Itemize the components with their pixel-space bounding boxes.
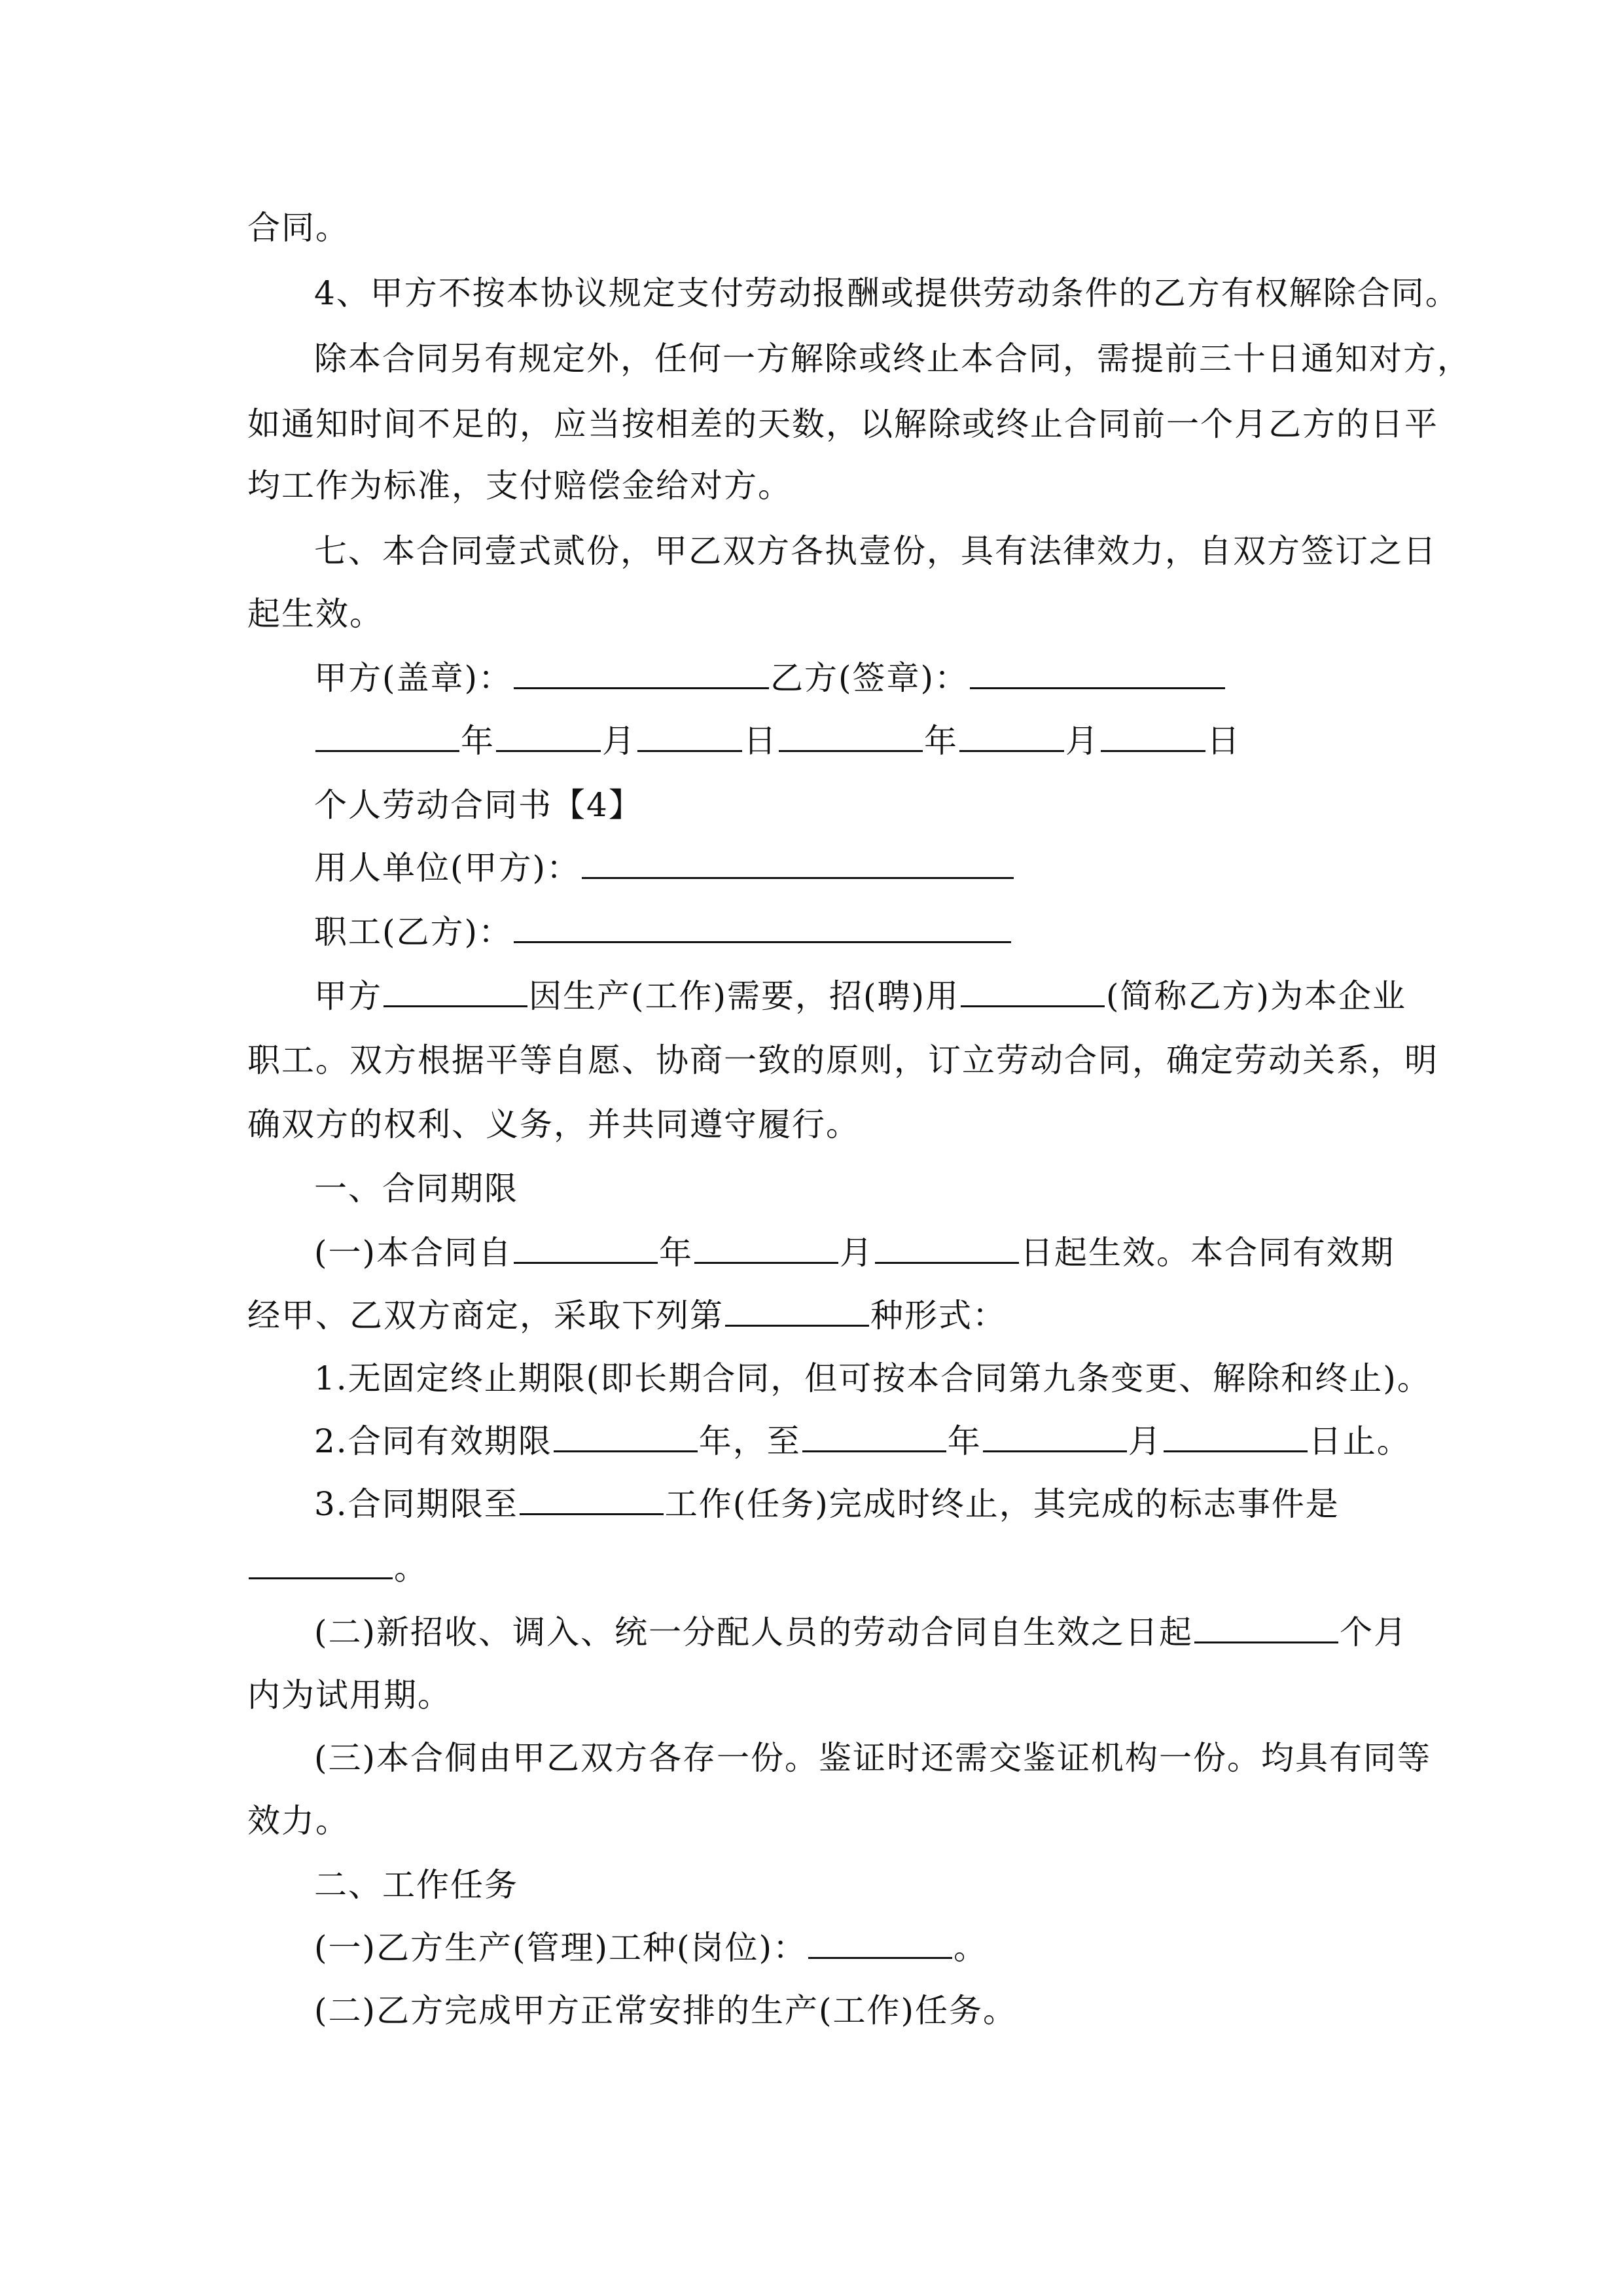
text: 日止。 <box>1308 1422 1411 1460</box>
party-b-year-field[interactable] <box>779 721 923 752</box>
job-type-field[interactable] <box>808 1928 952 1959</box>
probation-months-field[interactable] <box>1194 1613 1338 1643</box>
paragraph-line: 如通知时间不足的，应当按相差的天数，以解除或终止合同前一个月乙方的日平 <box>247 405 1438 443</box>
paragraph-line: 合同。 <box>247 209 349 247</box>
signature-line <box>314 658 1387 698</box>
employee-field[interactable] <box>514 912 1011 943</box>
text: 年，至 <box>698 1422 801 1460</box>
signature-date-line <box>314 721 1387 761</box>
text: 工作(任务)完成时终止，其完成的标志事件是 <box>664 1485 1340 1523</box>
paragraph-line: (二)乙方完成甲方正常安排的生产(工作)任务。 <box>314 1992 1018 2030</box>
employee-label: 职工(乙方)： <box>314 913 513 951</box>
clause-4: 4、甲方不按本协议规定支付劳动报酬或提供劳动条件的乙方有权解除合同。 <box>314 274 1459 312</box>
completion-event-field[interactable] <box>249 1549 393 1579</box>
month-label: 月 <box>1065 722 1099 760</box>
party-a-day-field[interactable] <box>637 721 742 752</box>
employer-label: 用人单位(甲方)： <box>314 849 581 887</box>
paragraph-line: 除本合同另有规定外，任何一方解除或终止本合同，需提前三十日通知对方， <box>314 340 1471 378</box>
text: 2.合同有效期限 <box>314 1422 552 1460</box>
text: (一)乙方生产(管理)工种(岗位)： <box>314 1929 808 1967</box>
employer-field[interactable] <box>582 848 1014 879</box>
month-label: 月 <box>840 1234 874 1272</box>
start-year-field[interactable] <box>514 1233 658 1264</box>
paragraph-line: 均工作为标准，支付赔偿金给对方。 <box>247 467 792 505</box>
form-choice-field[interactable] <box>725 1296 869 1327</box>
month-label: 月 <box>1128 1422 1162 1460</box>
paragraph-line: 内为试用期。 <box>247 1676 452 1714</box>
paragraph-line <box>247 1549 1386 1588</box>
party-b-sign-label: 乙方(签章)： <box>770 659 969 697</box>
section-heading-2: 二、工作任务 <box>314 1866 518 1904</box>
start-day-field[interactable] <box>875 1233 1019 1264</box>
party-a-year-field[interactable] <box>315 721 459 752</box>
text: 种形式： <box>870 1297 1007 1335</box>
day-label: 日 <box>1207 722 1241 760</box>
party-a-seal-label: 甲方(盖章)： <box>314 659 513 697</box>
text: 个月 <box>1340 1613 1408 1651</box>
paragraph-line <box>247 1296 1386 1335</box>
party-a-seal-field[interactable] <box>514 658 769 689</box>
end-day-field[interactable] <box>1164 1422 1308 1452</box>
year-label: 年 <box>924 722 958 760</box>
paragraph-line: (三)本合侗由甲乙双方各存一份。鉴证时还需交鉴证机构一份。均具有同等 <box>314 1739 1432 1777</box>
option-1: 1.无固定终止期限(即长期合同，但可按本合同第九条变更、解除和终止)。 <box>314 1359 1431 1397</box>
year-label: 年 <box>659 1234 694 1272</box>
text: 。 <box>954 1929 988 1967</box>
text: 日起生效。本合同有效期 <box>1020 1234 1395 1272</box>
section-heading-1: 一、合同期限 <box>314 1170 518 1208</box>
party-b-month-field[interactable] <box>959 721 1064 752</box>
paragraph-line <box>314 1613 1408 1652</box>
contract-title: 个人劳动合同书【4】 <box>314 786 643 824</box>
option-3 <box>314 1484 1387 1524</box>
employee-line <box>314 912 1387 952</box>
party-a-month-field[interactable] <box>496 721 601 752</box>
paragraph-line <box>314 1233 1395 1272</box>
clause-7: 七、本合同壹式贰份，甲乙双方各执壹份，具有法律效力，自双方签订之日 <box>314 532 1437 570</box>
end-year-field[interactable] <box>802 1422 946 1452</box>
text: 甲方 <box>314 977 382 1015</box>
text: 因生产(工作)需要，招(聘)用 <box>529 977 960 1015</box>
term-years-field[interactable] <box>554 1422 698 1452</box>
year-label: 年 <box>947 1422 982 1460</box>
employee-name-field[interactable] <box>961 977 1105 1007</box>
year-label: 年 <box>461 722 495 760</box>
paragraph-line: 职工。双方根据平等自愿、协商一致的原则，订立劳动合同，确定劳动关系，明 <box>247 1041 1438 1079</box>
text: 。 <box>394 1549 428 1587</box>
paragraph-line <box>314 977 1407 1016</box>
party-b-day-field[interactable] <box>1101 721 1205 752</box>
employer-line <box>314 848 1387 888</box>
paragraph-line <box>314 1928 1387 1967</box>
party-b-sign-field[interactable] <box>970 658 1225 689</box>
text: (一)本合同自 <box>314 1234 513 1272</box>
paragraph-line: 起生效。 <box>247 595 383 633</box>
month-label: 月 <box>602 722 636 760</box>
text: 3.合同期限至 <box>314 1485 518 1523</box>
start-month-field[interactable] <box>694 1233 838 1264</box>
text: 经甲、乙双方商定，采取下列第 <box>247 1297 724 1335</box>
paragraph-line: 确双方的权利、义务，并共同遵守履行。 <box>247 1105 860 1143</box>
day-label: 日 <box>743 722 777 760</box>
text: (二)新招收、调入、统一分配人员的劳动合同自生效之日起 <box>314 1613 1194 1651</box>
paragraph-line: 效力。 <box>247 1802 349 1840</box>
option-2 <box>314 1422 1411 1461</box>
end-month-field[interactable] <box>983 1422 1127 1452</box>
text: (简称乙方)为本企业 <box>1106 977 1407 1015</box>
task-field[interactable] <box>520 1484 664 1515</box>
employer-name-field[interactable] <box>383 977 527 1007</box>
